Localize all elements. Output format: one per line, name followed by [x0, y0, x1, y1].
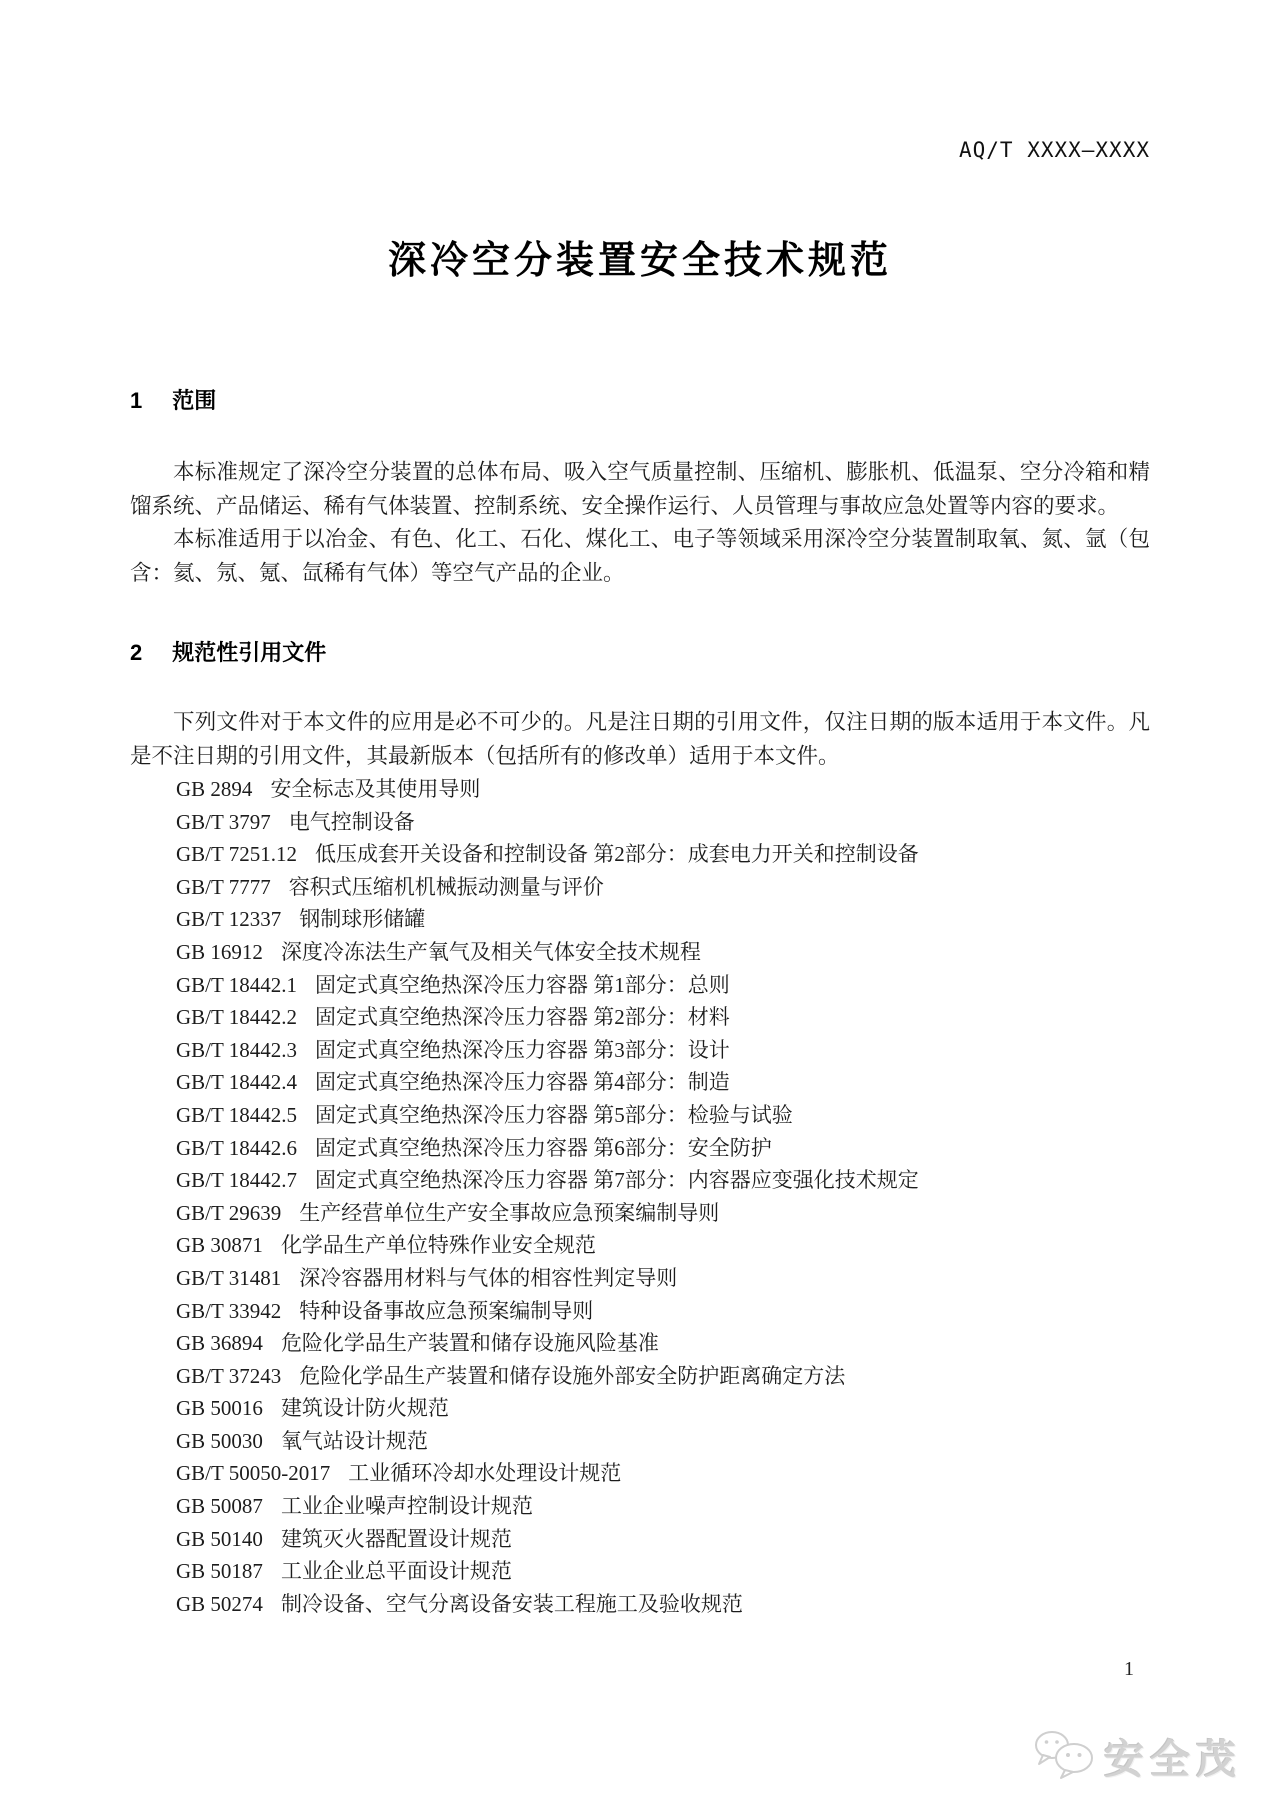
- reference-item: [176, 936, 1150, 969]
- reference-code: GB/T 18442.4: [176, 1070, 297, 1095]
- reference-title: 建筑设计防火规范: [280, 1396, 449, 1421]
- reference-title: 钢制球形储罐: [299, 907, 426, 932]
- reference-code: GB 50087: [176, 1494, 263, 1519]
- reference-item: [176, 1490, 1150, 1523]
- page-number: 1: [1124, 1658, 1134, 1680]
- reference-code: GB 36894: [176, 1331, 263, 1356]
- reference-title: 固定式真空绝热深冷压力容器 第1部分：总则: [314, 972, 730, 997]
- reference-item: [176, 1295, 1150, 1328]
- reference-item: [176, 1360, 1150, 1393]
- reference-code: GB 30871: [176, 1233, 263, 1258]
- reference-code: GB 50140: [176, 1526, 263, 1551]
- reference-item: [176, 1099, 1150, 1132]
- reference-code: GB 50187: [176, 1559, 263, 1584]
- reference-code: GB/T 31481: [176, 1265, 282, 1290]
- section-1-heading: [130, 388, 1150, 414]
- watermark-text: 安全茂: [1104, 1738, 1242, 1782]
- scope-paragraph-2: 本标准适用于以冶金、有色、化工、石化、煤化工、电子等领域采用深冷空分装置制取氧、氮、氩（包含：氦、氖、氪、氙稀有气体）等空气产品的企业。: [130, 527, 1150, 585]
- reference-item: [176, 1001, 1150, 1034]
- reference-title: 固定式真空绝热深冷压力容器 第3部分：设计: [314, 1037, 730, 1062]
- reference-title: 固定式真空绝热深冷压力容器 第4部分：制造: [314, 1070, 730, 1095]
- reference-item: [176, 871, 1150, 904]
- reference-code: GB/T 18442.3: [176, 1037, 297, 1062]
- reference-item: [176, 903, 1150, 936]
- reference-title: 固定式真空绝热深冷压力容器 第7部分：内容器应变强化技术规定: [314, 1168, 919, 1193]
- reference-title: 危险化学品生产装置和储存设施风险基准: [280, 1331, 659, 1356]
- reference-title: 电气控制设备: [288, 809, 415, 834]
- reference-code: GB/T 33942: [176, 1298, 282, 1323]
- reference-item: [176, 1327, 1150, 1360]
- reference-title: 工业企业总平面设计规范: [280, 1559, 512, 1584]
- section-2-number: 2: [130, 640, 143, 665]
- reference-code: GB 2894: [176, 777, 253, 801]
- reference-item: [176, 1555, 1150, 1588]
- section-2-heading: [130, 640, 1150, 666]
- reference-title: 低压成套开关设备和控制设备 第2部分：成套电力开关和控制设备: [314, 842, 919, 867]
- reference-code: GB/T 37243: [176, 1363, 282, 1388]
- reference-item: [176, 1197, 1150, 1230]
- standard-code-header: AQ/T XXXX—XXXX: [958, 138, 1150, 162]
- reference-code: GB/T 18442.2: [176, 1005, 297, 1030]
- reference-title: 固定式真空绝热深冷压力容器 第2部分：材料: [314, 1005, 730, 1030]
- reference-item: [176, 1523, 1150, 1556]
- reference-title: 深冷容器用材料与气体的相容性判定导则: [299, 1265, 678, 1290]
- reference-title: 制冷设备、空气分离设备安装工程施工及验收规范: [280, 1591, 743, 1616]
- reference-item: [176, 1425, 1150, 1458]
- reference-title: 建筑灭火器配置设计规范: [280, 1526, 512, 1551]
- references-intro-paragraph: 下列文件对于本文件的应用是必不可少的。凡是注日期的引用文件，仅注日期的版本适用于本文件。凡是不注日期的引用文件，其最新版本（包括所有的修改单）适用于本文件。: [130, 710, 1150, 768]
- scope-paragraph-1: 本标准规定了深冷空分装置的总体布局、吸入空气质量控制、压缩机、膨胀机、低温泵、空分冷箱和精馏系统、产品储运、稀有气体装置、控制系统、安全操作运行、人员管理与事故应急处置等内容的要求。: [130, 460, 1150, 518]
- reference-title: 固定式真空绝热深冷压力容器 第5部分：检验与试验: [314, 1102, 793, 1127]
- reference-title: 容积式压缩机机械振动测量与评价: [288, 874, 604, 899]
- reference-item: [176, 969, 1150, 1002]
- reference-title: 工业循环冷却水处理设计规范: [348, 1461, 622, 1486]
- reference-title: 化学品生产单位特殊作业安全规范: [280, 1233, 596, 1258]
- reference-item: [176, 1229, 1150, 1262]
- reference-code: GB/T 3797: [176, 809, 271, 834]
- reference-item: [176, 1066, 1150, 1099]
- reference-code: GB 50016: [176, 1396, 263, 1421]
- reference-title: 特种设备事故应急预案编制导则: [299, 1298, 594, 1323]
- reference-code: GB/T 18442.6: [176, 1135, 297, 1160]
- watermark: [1032, 1728, 1242, 1785]
- section-2-title: 规范性引用文件: [172, 640, 327, 665]
- reference-code: GB/T 12337: [176, 907, 282, 932]
- reference-title: 危险化学品生产装置和储存设施外部安全防护距离确定方法: [299, 1363, 846, 1388]
- reference-code: GB/T 18442.5: [176, 1102, 297, 1127]
- reference-code: GB/T 7777: [176, 874, 271, 899]
- reference-code: GB/T 50050-2017: [176, 1461, 331, 1486]
- reference-title: 固定式真空绝热深冷压力容器 第6部分：安全防护: [314, 1135, 772, 1160]
- reference-item: [176, 1034, 1150, 1067]
- reference-code: GB/T 29639: [176, 1200, 282, 1225]
- reference-code: GB 50030: [176, 1428, 263, 1453]
- reference-code: GB/T 18442.1: [176, 972, 297, 997]
- reference-item: [176, 838, 1150, 871]
- wechat-chat-bubbles-icon: [1032, 1729, 1096, 1784]
- reference-item: [176, 1164, 1150, 1197]
- normative-references-list: [130, 773, 1150, 1620]
- reference-item: [176, 1392, 1150, 1425]
- section-1-number: 1: [130, 388, 143, 413]
- reference-code: GB 16912: [176, 939, 263, 964]
- reference-item: [176, 1262, 1150, 1295]
- reference-item: [176, 1588, 1150, 1621]
- reference-code: GB/T 18442.7: [176, 1168, 297, 1193]
- reference-title: 工业企业噪声控制设计规范: [280, 1494, 533, 1519]
- reference-title: 安全标志及其使用导则: [270, 777, 481, 801]
- reference-code: GB/T 7251.12: [176, 842, 297, 867]
- reference-title: 氧气站设计规范: [280, 1428, 428, 1453]
- reference-item: [176, 806, 1150, 839]
- reference-item: [176, 1457, 1150, 1490]
- reference-item: [176, 773, 1150, 806]
- document-title: 深冷空分装置安全技术规范: [387, 240, 892, 282]
- reference-title: 生产经营单位生产安全事故应急预案编制导则: [299, 1200, 720, 1225]
- reference-item: [176, 1132, 1150, 1165]
- section-1-title: 范围: [172, 388, 217, 413]
- reference-code: GB 50274: [176, 1591, 263, 1616]
- reference-title: 深度冷冻法生产氧气及相关气体安全技术规程: [280, 939, 701, 964]
